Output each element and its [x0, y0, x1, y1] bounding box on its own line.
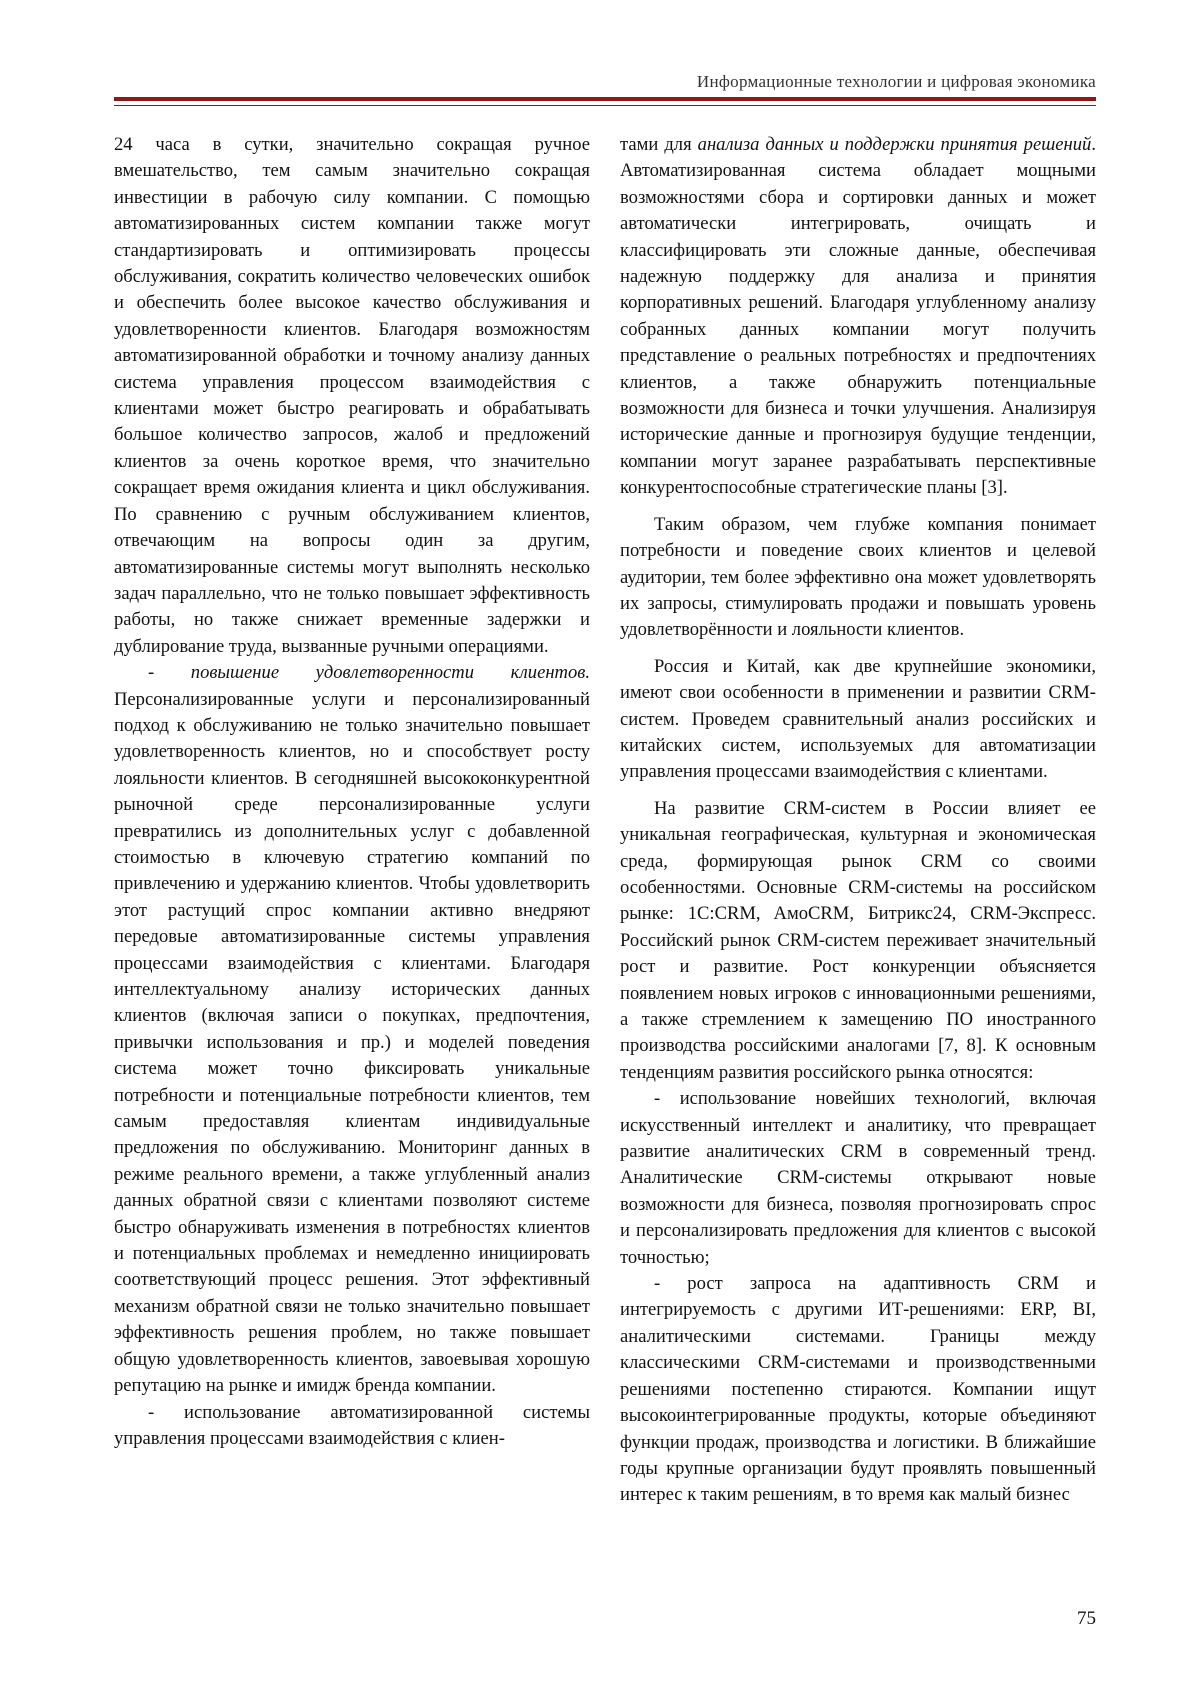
- right-paragraph-5: - использование новейших технологий, включая искусственный интеллект и аналитику, что превращает развитие аналитических CRM в современный тренд. Аналитические CRM-системы открывают новые возможности для бизнеса, позволяя прогнозировать спрос и персонализировать предложения для клиентов с высокой точностью;: [620, 1088, 1096, 1268]
- running-header: Информационные технологии и цифровая экономика: [696, 72, 1096, 91]
- right-column: [620, 132, 1096, 1509]
- right-paragraph-1-body: . Автоматизированная система обладает мощными возможностями сбора и сортировки данных и может автоматически интегрировать, очищать и классифицировать эти сложные данные, обеспечивая надежную поддержку для анализа и принятия корпоративных решений. Благодаря углубленному анализу собранных данных компании могут получить представление о реальных потребностях и предпочтениях клиентов, а также обнаружить потенциальные возможности для бизнеса и точки улучшения. Анализируя исторические данные и прогнозируя будущие тенденции, компании могут заранее разрабатывать перспективные конкурентоспособные стратегические планы [3].: [620, 134, 1096, 499]
- right-paragraph-2: Таким образом, чем глубже компания понимает потребности и поведение своих клиентов и целевой аудитории, тем более эффективно она может удовлетворять их запросы, стимулировать продажи и повышать уровень удовлетворённости и лояльности клиентов.: [620, 513, 1096, 641]
- header-rule-thin: [114, 105, 1096, 106]
- right-paragraph-1: [620, 132, 1096, 502]
- left-paragraph-2-body: Персонализированные услуги и персонализированный подход к обслуживанию не только значительно повышает удовлетворенность клиентов, но и способствует росту лояльности клиентов. В сегодняшней высококонкурентной рыночной среде персонализированные услуги превратились из дополнительных услуг с добавленной стоимостью в ключевую стратегию компаний по привлечению и удержанию клиентов. Чтобы удовлетворить этот растущий спрос компании активно внедряют передовые автоматизированные системы управления процессами взаимодействия с клиентами. Благодаря интеллектуальному анализу исторических данных клиентов (включая записи о покупках, предпочтения, привычки использования и пр.) и моделей поведения система может точно фиксировать уникальные потребности и потенциальные потребности клиентов, тем самым предоставляя клиентам индивидуальные предложения по обслуживанию. Мониторинг данных в режиме реального времени, а также углубленный анализ данных обратной связи с клиентами позволяют системе быстро обнаруживать изменения в потребностях клиентов и потенциальных проблемах и немедленно инициировать соответствующий процесс решения. Этот эффективный механизм обратной связи не только значительно повышает эффективность решения проблем, но также повышает общую удовлетворенность клиентов, завоевывая хорошую репутацию на рынке и имидж бренда компании.: [114, 688, 590, 1397]
- left-paragraph-2-lead: -: [148, 662, 191, 684]
- left-paragraph-3: - использование автоматизированной системы управления процессами взаимодействия с клиен-: [114, 1401, 590, 1449]
- left-column: [114, 132, 590, 1452]
- right-paragraph-3: Россия и Китай, как две крупнейшие экономики, имеют свои особенности в применении и развитии CRM-систем. Проведем сравнительный анализ российских и китайских систем, используемых для автоматизации управления процессами взаимодействия с клиентами.: [620, 655, 1096, 783]
- left-paragraph-2-italic: повышение удовлетворенности клиентов.: [190, 662, 590, 684]
- right-paragraph-6: - рост запроса на адаптивность CRM и интегрируемость с другими ИТ-решениями: ERP, BI, аналитическими системами. Границы между классическими CRM-системами и производственными решениями постепенно стираются. Компании ищут высокоинтегрированные продукты, которые объединяют функции продаж, производства и логистики. В ближайшие годы крупные организации будут проявлять повышенный интерес к таким решениям, в то время как малый бизнес: [620, 1273, 1096, 1506]
- right-paragraph-4: На развитие CRM-систем в России влияет ее уникальная географическая, культурная и экономическая среда, формирующая рынок CRM со своими особенностями. Основные CRM-системы на российском рынке: 1С:CRM, AмoCRM, Битрикс24, CRM-Экспресс. Российский рынок CRM-систем переживает значительный рост и развитие. Рост конкуренции объясняется появлением новых игроков с инновационными решениями, а также стремлением к замещению ПО иностранного производства российскими аналогами [7, 8]. К основным тенденциям развития российского рынка относятся:: [620, 797, 1096, 1083]
- header-rule-thick: [114, 97, 1096, 101]
- left-paragraph-2: [114, 660, 590, 1399]
- right-paragraph-1-lead: тами для: [620, 134, 698, 155]
- right-paragraph-1-italic: анализа данных и поддержки принятия решений: [697, 134, 1092, 155]
- page-number: 75: [1077, 1608, 1096, 1629]
- left-paragraph-1: 24 часа в сутки, значительно сокращая ручное вмешательство, тем самым значительно сокращая инвестиции в рабочую силу компании. С помощью автоматизированных систем компании также могут стандартизировать и оптимизировать процессы обслуживания, сократить количество человеческих ошибок и обеспечить более высокое качество обслуживания и удовлетворенности клиентов. Благодаря возможностям автоматизированной обработки и точному анализу данных система управления процессом взаимодействия с клиентами может быстро реагировать и обрабатывать большое количество запросов, жалоб и предложений клиентов за очень короткое время, что значительно сокращает время ожидания клиента и цикл обслуживания. По сравнению с ручным обслуживанием клиентов, отвечающим на вопросы один за другим, автоматизированные системы могут выполнять несколько задач параллельно, что не только повышает эффективность работы, но также снижает временные задержки и дублирование труда, вызванные ручными операциями.: [114, 134, 590, 657]
